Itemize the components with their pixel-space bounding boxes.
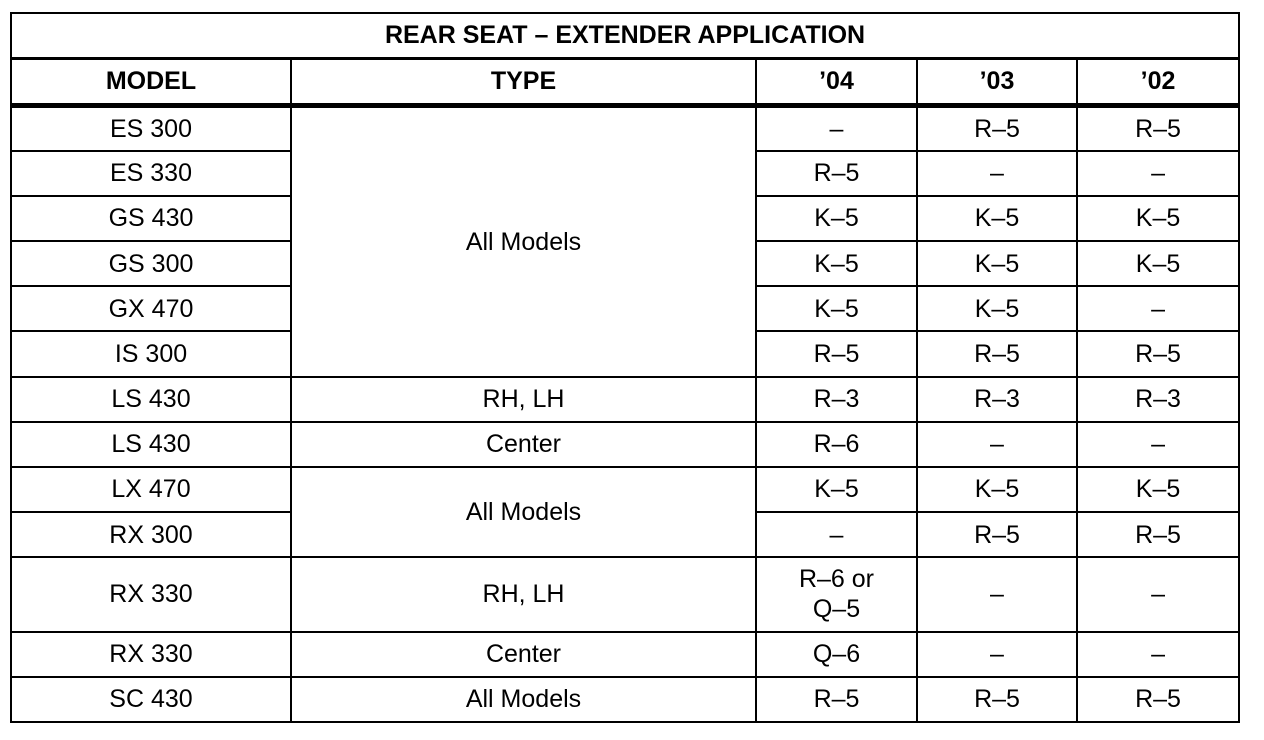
year-03-cell: – bbox=[917, 632, 1077, 677]
year-02-cell: – bbox=[1077, 557, 1239, 631]
model-cell: GS 430 bbox=[11, 196, 291, 241]
year-04-cell bbox=[756, 557, 917, 631]
model-cell: RX 300 bbox=[11, 512, 291, 557]
year-02-cell: R–5 bbox=[1077, 331, 1239, 376]
table-row bbox=[11, 632, 1239, 677]
year-04-cell: R–6 bbox=[756, 422, 917, 467]
table-row bbox=[11, 105, 1239, 150]
year-04-line-2: Q–5 bbox=[812, 595, 861, 624]
year-04-cell: K–5 bbox=[756, 467, 917, 512]
year-03-cell: – bbox=[917, 557, 1077, 631]
table-row bbox=[11, 467, 1239, 512]
year-03-cell: R–5 bbox=[917, 331, 1077, 376]
table-row bbox=[11, 377, 1239, 422]
year-02-cell: – bbox=[1077, 422, 1239, 467]
year-02-cell: R–5 bbox=[1077, 512, 1239, 557]
model-cell: GX 470 bbox=[11, 286, 291, 331]
year-03-cell: R–3 bbox=[917, 377, 1077, 422]
extender-application-table bbox=[10, 12, 1240, 723]
year-04-cell: R–5 bbox=[756, 331, 917, 376]
year-02-cell: – bbox=[1077, 286, 1239, 331]
year-02-cell: K–5 bbox=[1077, 196, 1239, 241]
type-cell: RH, LH bbox=[291, 557, 756, 631]
year-03-cell: K–5 bbox=[917, 286, 1077, 331]
year-04-cell: Q–6 bbox=[756, 632, 917, 677]
table-row bbox=[11, 422, 1239, 467]
model-cell: LX 470 bbox=[11, 467, 291, 512]
year-04-cell: K–5 bbox=[756, 241, 917, 286]
model-cell: SC 430 bbox=[11, 677, 291, 722]
year-03-cell: – bbox=[917, 151, 1077, 196]
year-04-cell: K–5 bbox=[756, 286, 917, 331]
year-03-cell: R–5 bbox=[917, 677, 1077, 722]
year-02-cell: – bbox=[1077, 151, 1239, 196]
year-02-cell: R–5 bbox=[1077, 105, 1239, 150]
year-03-cell: R–5 bbox=[917, 105, 1077, 150]
year-03-cell: – bbox=[917, 422, 1077, 467]
model-cell: GS 300 bbox=[11, 241, 291, 286]
type-cell: RH, LH bbox=[291, 377, 756, 422]
year-02-cell: – bbox=[1077, 632, 1239, 677]
year-04-cell: – bbox=[756, 105, 917, 150]
model-cell: ES 300 bbox=[11, 105, 291, 150]
year-03-cell: K–5 bbox=[917, 467, 1077, 512]
table-title: REAR SEAT – EXTENDER APPLICATION bbox=[11, 13, 1239, 58]
header-year-04: ’04 bbox=[756, 58, 917, 105]
model-cell: LS 430 bbox=[11, 377, 291, 422]
header-type: TYPE bbox=[291, 58, 756, 105]
header-model: MODEL bbox=[11, 58, 291, 105]
type-cell: All Models bbox=[291, 467, 756, 557]
year-03-cell: R–5 bbox=[917, 512, 1077, 557]
year-02-cell: K–5 bbox=[1077, 241, 1239, 286]
type-cell: Center bbox=[291, 422, 756, 467]
model-cell: RX 330 bbox=[11, 632, 291, 677]
model-cell: ES 330 bbox=[11, 151, 291, 196]
table-row bbox=[11, 557, 1239, 631]
header-year-03: ’03 bbox=[917, 58, 1077, 105]
model-cell: IS 300 bbox=[11, 331, 291, 376]
header-year-02: ’02 bbox=[1077, 58, 1239, 105]
model-cell: LS 430 bbox=[11, 422, 291, 467]
year-04-cell: R–3 bbox=[756, 377, 917, 422]
year-02-cell: K–5 bbox=[1077, 467, 1239, 512]
year-04-cell: – bbox=[756, 512, 917, 557]
year-02-cell: R–3 bbox=[1077, 377, 1239, 422]
year-03-cell: K–5 bbox=[917, 196, 1077, 241]
type-cell: Center bbox=[291, 632, 756, 677]
year-02-cell: R–5 bbox=[1077, 677, 1239, 722]
year-03-cell: K–5 bbox=[917, 241, 1077, 286]
type-cell: All Models bbox=[291, 677, 756, 722]
year-04-line-1: R–6 or bbox=[798, 565, 875, 594]
year-04-cell: R–5 bbox=[756, 677, 917, 722]
model-cell: RX 330 bbox=[11, 557, 291, 631]
table-row bbox=[11, 677, 1239, 722]
year-04-cell: K–5 bbox=[756, 196, 917, 241]
type-cell: All Models bbox=[291, 105, 756, 376]
year-04-cell: R–5 bbox=[756, 151, 917, 196]
